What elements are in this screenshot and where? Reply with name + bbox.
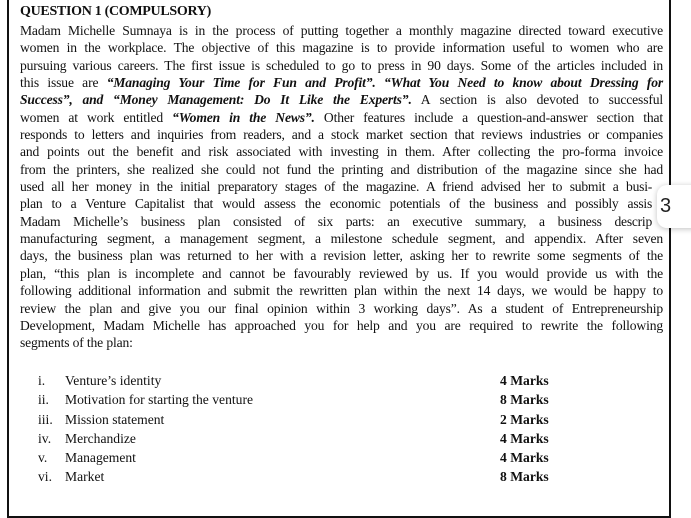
body-text: review the plan and give you our final opinion within 3 working days”. As a student of Entrepreneurship: [20, 300, 663, 316]
item-number: iii.: [38, 411, 53, 427]
question-body: [20, 22, 663, 352]
page-number-badge[interactable]: [657, 185, 691, 228]
paragraph-line: [20, 109, 663, 126]
paragraph-line: [20, 22, 663, 39]
paragraph-line: [20, 143, 663, 160]
paragraph-line: [20, 247, 663, 264]
item-marks: 4 Marks: [500, 450, 549, 466]
body-text: this issue are: [20, 75, 107, 91]
item-marks: 2 Marks: [500, 411, 549, 427]
paragraph-line: [20, 300, 663, 317]
page-number: 3: [660, 195, 672, 217]
list-item: [38, 467, 598, 486]
body-text: Development, Madam Michelle has approached you for help and you are required to rewrite the following: [20, 317, 663, 333]
paragraph-line: [20, 317, 663, 334]
item-label: Mission statement: [65, 411, 165, 427]
item-label: Management: [65, 450, 136, 466]
body-text: Madam Michelle’s business plan consisted of six parts: an executive summary, a business descrip: [20, 213, 652, 229]
paragraph-line: [20, 213, 652, 230]
item-number: vi.: [38, 469, 52, 485]
item-label: Motivation for starting the venture: [65, 392, 254, 408]
item-number: i.: [38, 373, 46, 388]
segments-list: [38, 371, 598, 487]
item-marks: 4 Marks: [500, 430, 549, 446]
body-text: pursuing various careers. The first issue is scheduled to go to press in 90 days. Some of the articles included in: [20, 57, 663, 73]
body-text: from the printers, she realized she could not fund the printing and distribution of the magazine since she had: [20, 161, 663, 177]
body-text: segments of the plan:: [20, 335, 133, 351]
item-label: Merchandize: [65, 430, 136, 446]
question-title: QUESTION 1 (COMPULSORY): [20, 4, 211, 19]
list-item: [38, 371, 598, 390]
paragraph-line: [20, 178, 652, 195]
body-text: used all her money in the initial preparatory stages of the magazine. A friend advised her to submit a busi-: [20, 179, 652, 195]
body-text: women in the workplace. The objective of this magazine is to provide information useful to women who are: [20, 40, 663, 56]
paragraph-line: [20, 265, 663, 282]
body-text: responds to letters and inquiries from readers, and a stock market section that reviews industries or companies: [20, 127, 663, 143]
body-text: manufacturing segment, a management segment, a milestone schedule segment, and appendix. After seven: [20, 231, 663, 247]
body-text: plan, “this plan is incomplete and cannot be favourably reviewed by us. If you would provide us with the: [20, 265, 663, 281]
body-text: following additional information and submit the rewritten plan within the next 14 days, we would be happy to: [20, 283, 663, 299]
list-item: [38, 429, 598, 448]
body-text: Madam Michelle Sumnaya is in the process of putting together a monthly magazine directed toward executive: [20, 23, 663, 38]
paragraph-line: [20, 334, 663, 351]
article-title-text: “Managing Your Time for Fun and Profit”. “What You Need to know about Dressing for: [106, 75, 663, 91]
paragraph-line: [20, 282, 663, 299]
paragraph-line: [20, 195, 652, 212]
paragraph-line: [20, 230, 663, 247]
item-marks: 8 Marks: [500, 392, 549, 408]
item-number: v.: [38, 450, 48, 466]
item-number: ii.: [38, 392, 49, 408]
paragraph-line: [20, 91, 663, 108]
body-text: and points out the benefit and risk associated with investing in them. After collecting the pro-forma invoice: [20, 144, 663, 160]
article-title-text: Success”, and “Money Management: Do It Like the Experts”.: [20, 92, 412, 108]
item-marks: 8 Marks: [500, 469, 549, 485]
list-item: [38, 410, 598, 429]
body-text: women at work entitled: [20, 109, 173, 125]
paragraph-line: [20, 161, 663, 178]
article-title-text: “Women in the News”.: [172, 109, 315, 125]
paragraph-line: [20, 57, 663, 74]
body-text: Other features include a question-and-answer section that: [314, 109, 663, 125]
body-text: A section is also devoted to successful: [411, 92, 663, 108]
paragraph-line: [20, 39, 663, 56]
paragraph-line: [20, 126, 663, 143]
item-label: Venture’s identity: [65, 373, 162, 388]
list-item: [38, 390, 598, 409]
list-item: [38, 448, 598, 467]
body-text: days, the business plan was returned to her with a revision letter, asking her to rewrite some segments of the: [20, 248, 663, 264]
item-label: Market: [65, 469, 105, 485]
item-marks: 4 Marks: [500, 373, 549, 388]
paragraph-line: [20, 74, 663, 91]
item-number: iv.: [38, 430, 52, 446]
body-text: plan to a Venture Capitalist that would assess the economic potentials of the business and possibly assis: [20, 196, 652, 212]
